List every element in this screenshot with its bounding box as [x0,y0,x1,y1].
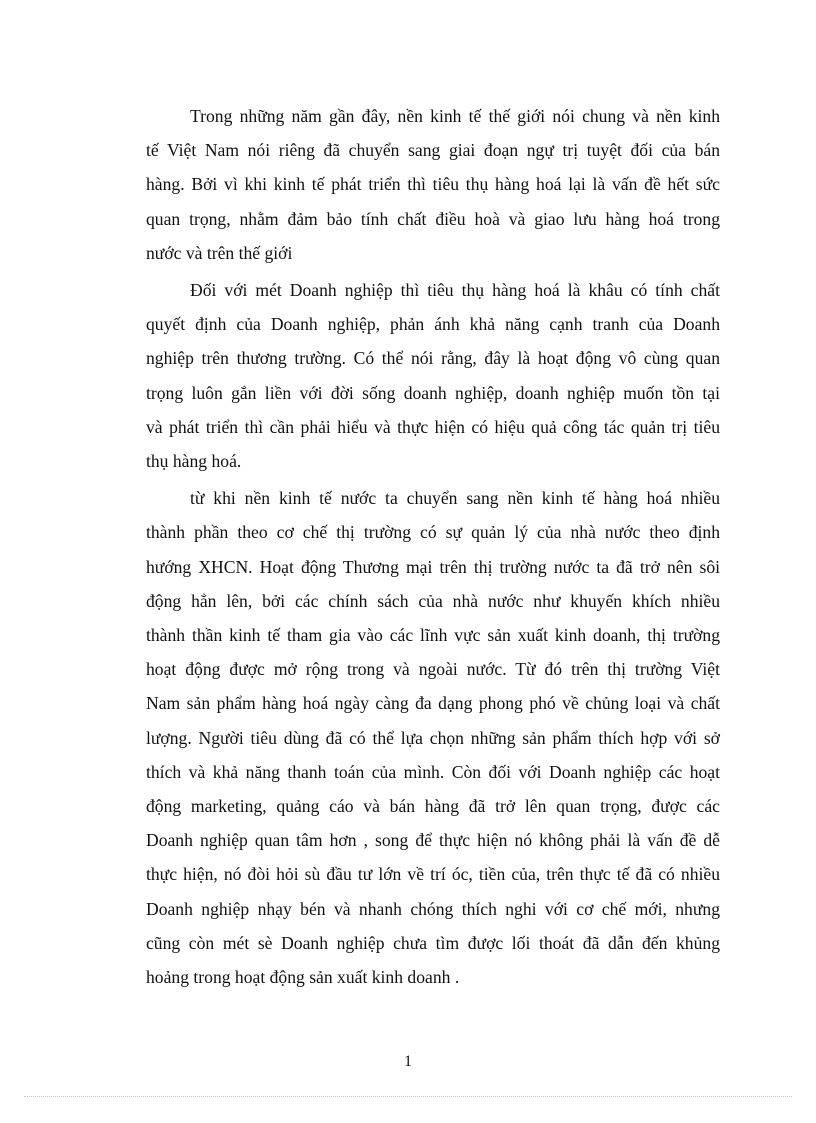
text-line: cũng còn mét sè Doanh nghiệp chưa tìm được lối thoát đã dẫn đến khủng [146,932,720,953]
text-line: nghiệp trên thương trường. Có thể nói rằng, đây là hoạt động vô cùng quan [146,348,720,369]
text-line: thụ hàng hoá. [146,451,242,472]
text-line: từ khi nền kinh tế nước ta chuyển sang nền kinh tế hàng hoá nhiều [190,488,720,509]
text-line: thích và khả năng thanh toán của mình. Còn đối với Doanh nghiệp các hoạt [146,761,720,782]
text-line: động hẳn lên, bởi các chính sách của nhà nước như khuyến khích nhiều [146,590,720,611]
text-line: Doanh nghiệp nhạy bén và nhanh chóng thích nghi với cơ chế mới, nhưng [146,898,720,919]
body-text [146,99,720,997]
text-line: và phát triển thì cần phải hiểu và thực hiện có hiệu quả công tác quản trị tiêu [146,416,720,437]
text-line: hoạt động được mở rộng trong và ngoài nước. Từ đó trên thị trường Việt [146,659,720,680]
page-footer-divider [24,1096,792,1097]
text-line: Nam sản phẩm hàng hoá ngày càng đa dạng phong phó về chủng loại và chất [146,693,720,714]
page-number: 1 [404,1053,412,1070]
text-line: Doanh nghiệp quan tâm hơn , song để thực hiện nó không phải là vấn đề dễ [146,830,720,851]
text-line: quyết định của Doanh nghiệp, phản ánh khả năng cạnh tranh của Doanh [146,314,720,335]
text-line: thực hiện, nó đòi hỏi sù đầu tư lớn về trí óc, tiền của, trên thực tế đã có nhiều [146,864,720,885]
text-line: Trong những năm gần đây, nền kinh tế thế giới nói chung và nền kinh [190,106,720,126]
text-line: hướng XHCN. Hoạt động Thương mại trên thị trường nước ta đã trở nên sôi [146,556,720,577]
text-line: hàng. Bởi vì khi kinh tế phát triển thì tiêu thụ hàng hoá lại là vấn đề hết sức [146,174,720,195]
text-line: thành phần theo cơ chế thị trường có sự quản lý của nhà nước theo định [146,522,720,543]
text-line: lượng. Người tiêu dùng đã có thể lựa chọn những sản phẩm thích hợp với sở [146,727,720,748]
text-line: trọng luôn gắn liền với đời sống doanh nghiệp, doanh nghiệp muốn tồn tại [146,382,720,403]
paragraph-2 [146,273,720,478]
paragraph-1 [146,99,720,270]
text-line: Đối với mét Doanh nghiệp thì tiêu thụ hàng hoá là khâu có tính chất [190,280,720,301]
text-line: thành thần kinh tế tham gia vào các lĩnh vực sản xuất kinh doanh, thị trường [146,625,720,646]
text-line: nước và trên thế giới [146,242,293,263]
text-line: tế Việt Nam nói riêng đã chuyển sang giai đoạn ngự trị tuyệt đối của bán [146,140,720,161]
text-line: quan trọng, nhằm đảm bảo tính chất điều hoà và giao lưu hàng hoá trong [146,208,720,229]
paragraph-3 [146,481,720,994]
text-line: hoảng trong hoạt động sản xuất kinh doanh . [146,967,460,988]
text-line: động marketing, quảng cáo và bán hàng đã trở lên quan trọng, được các [146,796,720,817]
